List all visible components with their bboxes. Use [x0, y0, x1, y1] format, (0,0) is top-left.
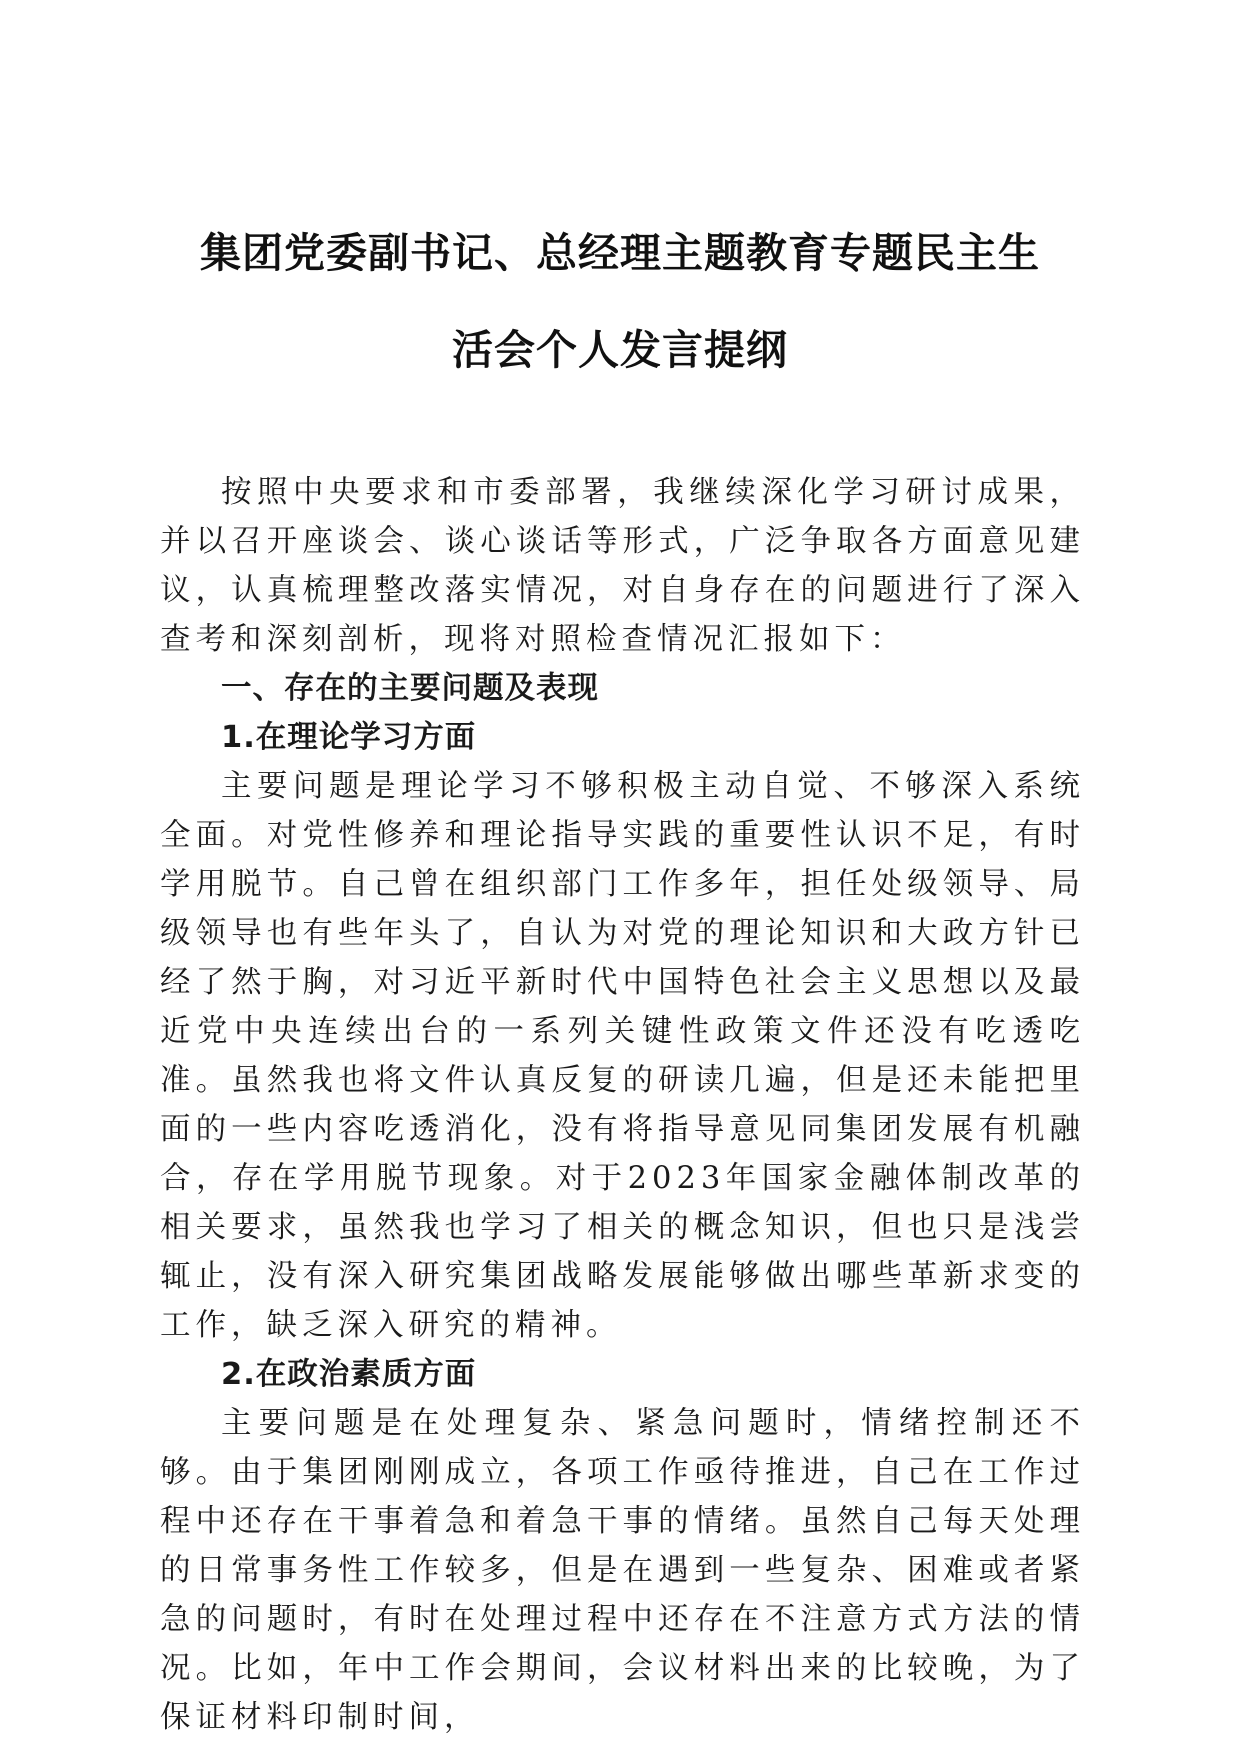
document-title-line-2: 活会个人发言提纲: [452, 326, 788, 374]
paragraph-theory: 主要问题是理论学习不够积极主动自觉、不够深入系统全面。对党性修养和理论指导实践的重要性认识不足，有时学用脱节。自己曾在组织部门工作多年，担任处级领导、局级领导也有些年头了，自认为对党的理论知识和大政方针已经了然于胸，对习近平新时代中国特色社会主义思想以及最近党中央连续出台的一系列关键性政策文件还没有吃透吃准。虽然我也将文件认真反复的研读几遍，但是还未能把里面的一些内容吃透消化，没有将指导意见同集团发展有机融合，存在学用脱节现象。对于2023年国家金融体制改革的相关要求，虽然我也学习了相关的概念知识，但也只是浅尝辄止，没有深入研究集团战略发展能够做出哪些革新求变的工作，缺乏深入研究的精神。: [160, 769, 1085, 1343]
intro-paragraph: 按照中央要求和市委部署，我继续深化学习研讨成果，并以召开座谈会、谈心谈话等形式，广泛争取各方面意见建议，认真梳理整改落实情况，对自身存在的问题进行了深入查考和深刻剖析，现将对照检查情况汇报如下：: [160, 475, 1085, 657]
subsection-heading-theory: 1.在理论学习方面: [221, 720, 477, 755]
subsection-heading-political: 2.在政治素质方面: [221, 1357, 477, 1392]
paragraph-political: 主要问题是在处理复杂、紧急问题时，情绪控制还不够。由于集团刚刚成立，各项工作亟待推进，自己在工作过程中还存在干事着急和着急干事的情绪。虽然自己每天处理的日常事务性工作较多，但是在遇到一些复杂、困难或者紧急的问题时，有时在处理过程中还存在不注意方式方法的情况。比如，年中工作会期间，会议材料出来的比较晚，为了保证材料印制时间，: [160, 1406, 1085, 1735]
document-body: [160, 468, 1085, 1742]
document-title-line-1: 集团党委副书记、总经理主题教育专题民主生: [200, 229, 1040, 277]
section-heading-1: 一、存在的主要问题及表现: [221, 671, 599, 706]
